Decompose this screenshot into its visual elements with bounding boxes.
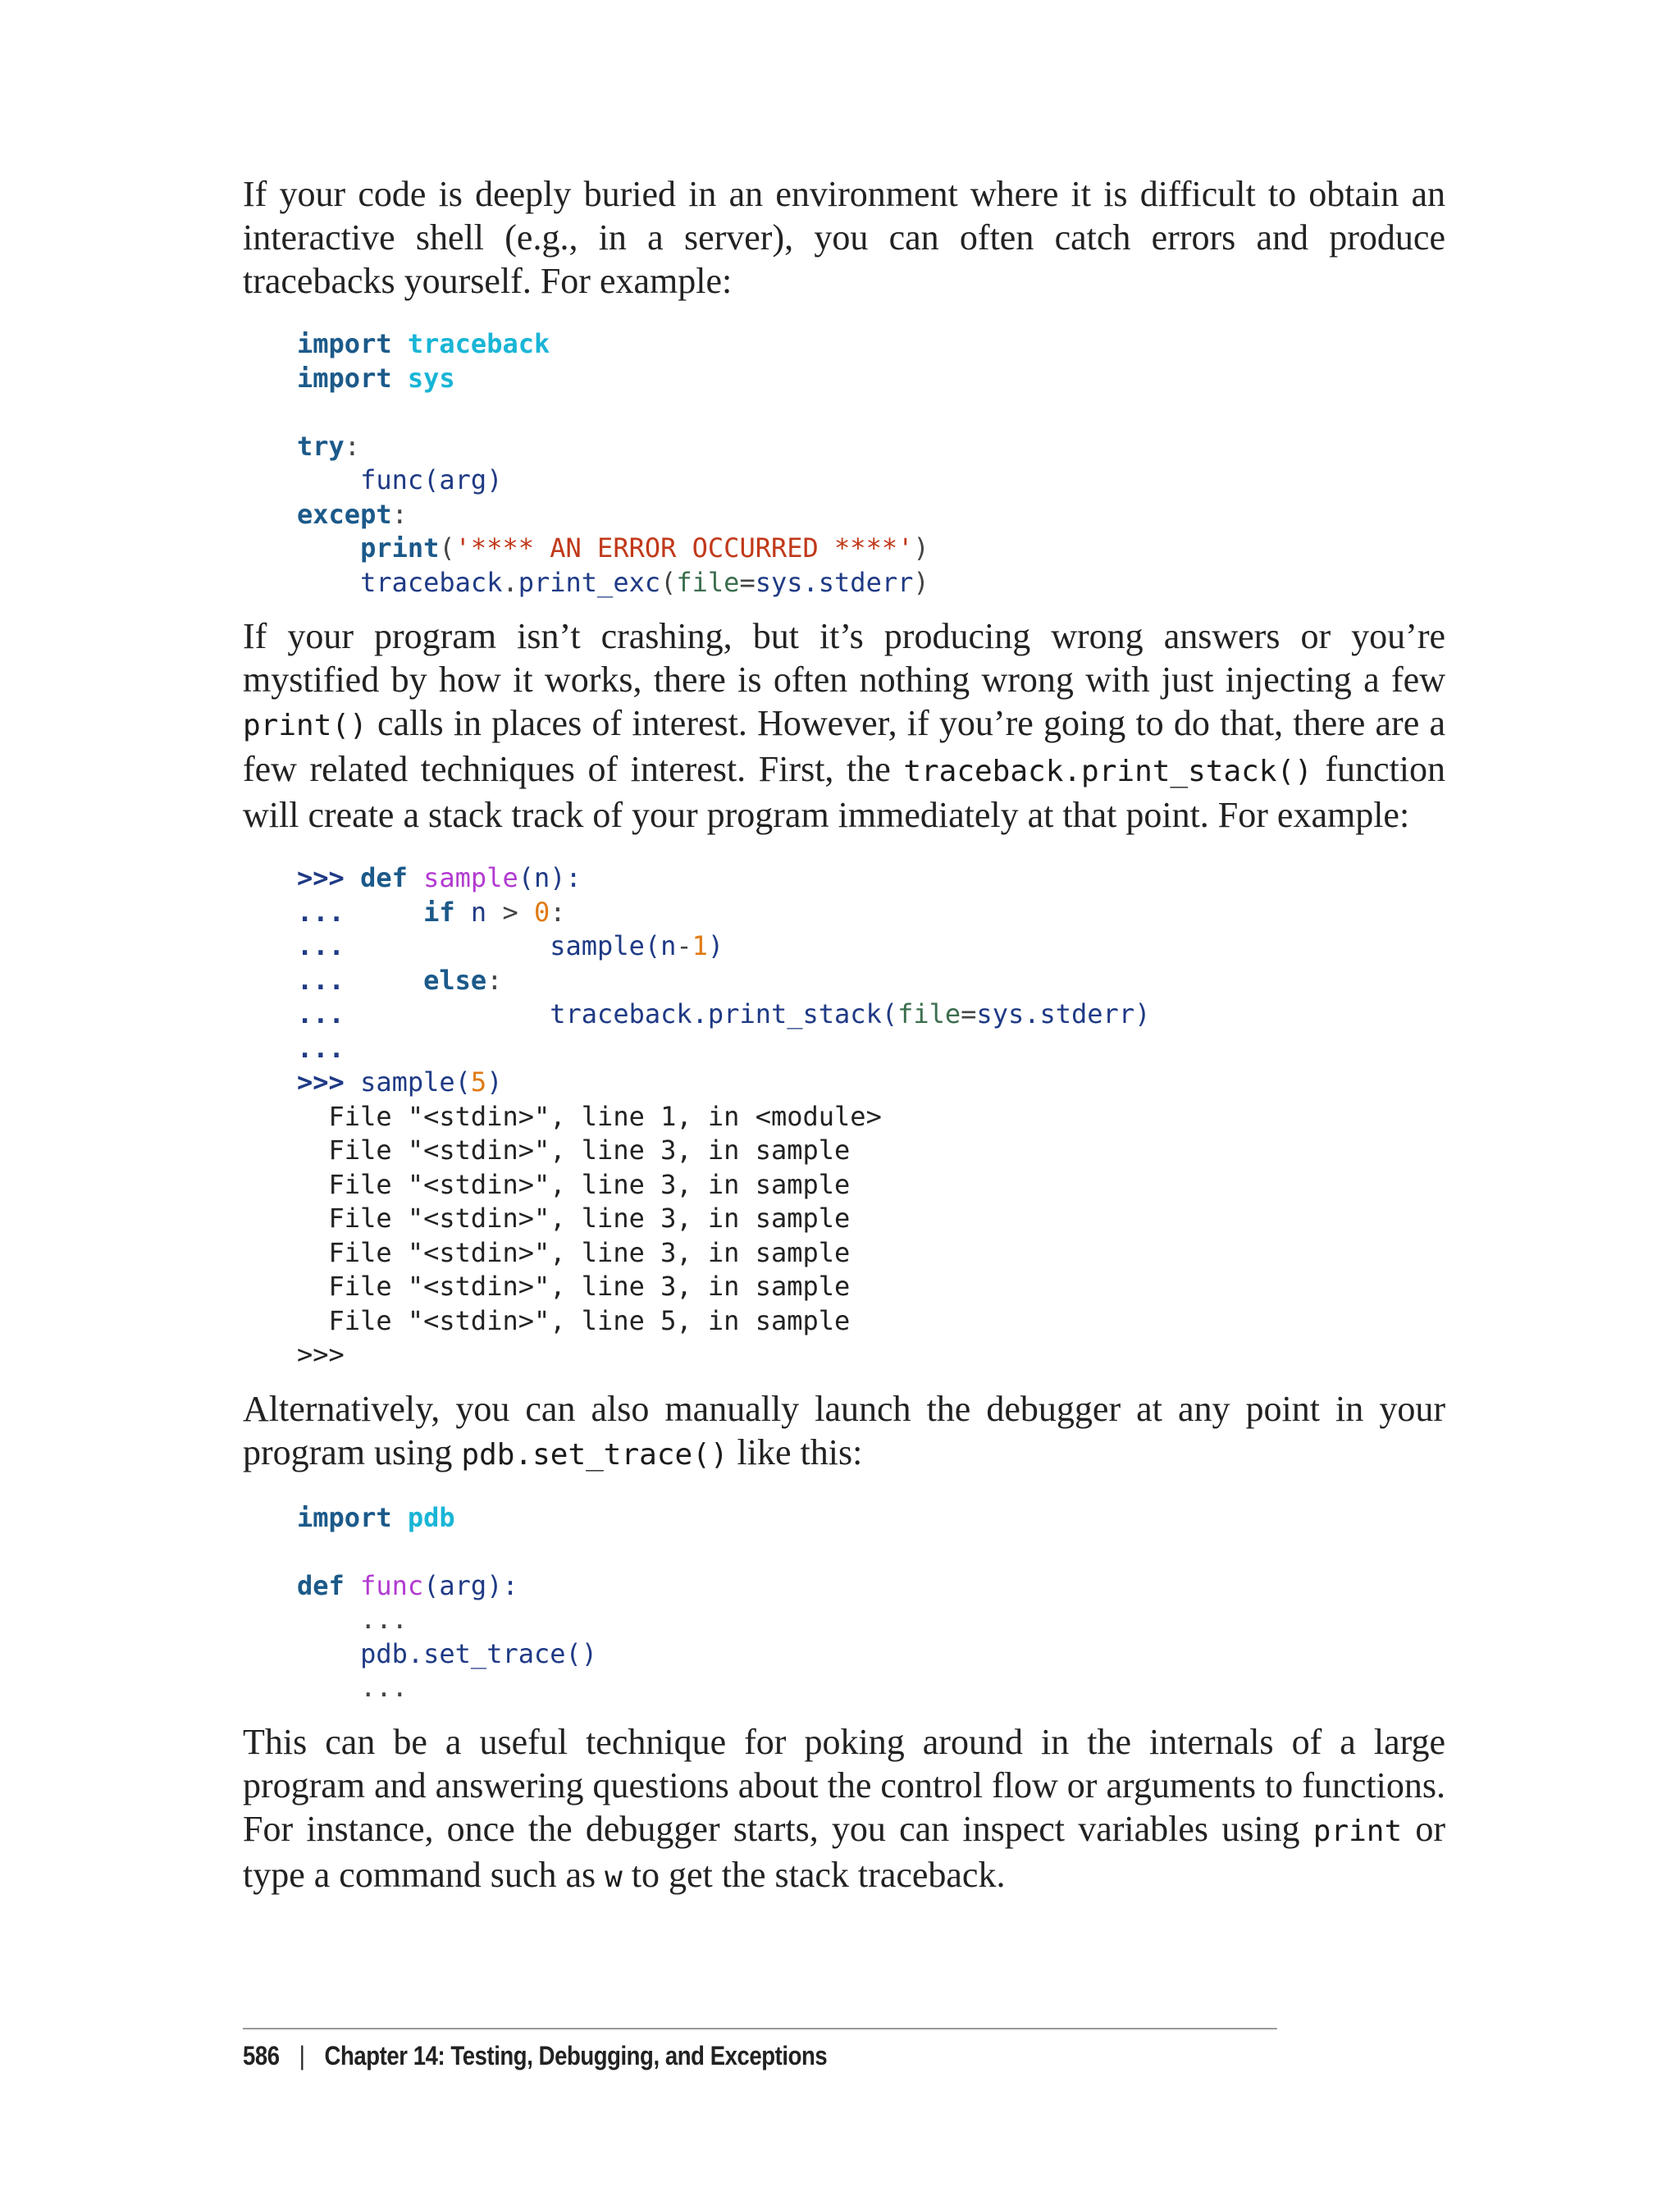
footer-separator: | — [299, 2041, 305, 2070]
repl-prompt: >>> — [297, 1066, 345, 1098]
inline-code: traceback.print_stack() — [903, 755, 1312, 788]
repl-prompt: ... — [297, 1032, 345, 1064]
chapter-title: Chapter 14: Testing, Debugging, and Exceptions — [324, 2041, 828, 2070]
code-kwarg: file — [676, 566, 740, 598]
text-run: Alternatively, you can also manually launch the debugger at any point in your program using — [243, 1388, 1445, 1472]
code-block-print-stack — [243, 861, 1445, 1372]
code-keyword: except — [297, 498, 392, 530]
repl-prompt: ... — [297, 896, 345, 928]
code-punct: = — [961, 998, 977, 1029]
repl-prompt: ... — [297, 930, 345, 961]
inline-code: print — [1312, 1814, 1403, 1848]
repl-prompt: >>> — [297, 862, 345, 893]
repl-output-line: File "<stdin>", line 3, in sample — [297, 1203, 851, 1234]
paragraph-intro: If your code is deeply buried in an environment where it is difficult to obtain an interactive shell (e.g., in a server), you can often catch errors and produce tracebacks yourself. For example: — [243, 174, 1445, 301]
code-object: traceback — [360, 566, 503, 598]
code-number: 1 — [692, 930, 708, 961]
code-function-name: func — [360, 1569, 424, 1601]
text-run: function will create a stack track of your program immediately at that point. For example: — [243, 749, 1445, 835]
paragraph-pdb — [243, 1387, 1445, 1477]
code-keyword: import — [297, 362, 392, 394]
page-footer — [243, 2028, 1277, 2071]
code-ellipsis: ... — [360, 1604, 408, 1635]
code-punct: ) — [707, 930, 724, 961]
code-operator: > — [502, 896, 518, 928]
page-content — [243, 172, 1445, 1899]
code-module: traceback — [407, 328, 550, 359]
repl-prompt: ... — [297, 998, 345, 1029]
repl-output-line: File "<stdin>", line 3, in sample — [297, 1271, 851, 1302]
code-keyword: def — [360, 862, 408, 893]
code-keyword: import — [297, 1501, 392, 1533]
text-run: calls in places of interest. However, if you’re going to do that, there are a few related techniques of interest. First, the — [243, 703, 1445, 789]
repl-prompt: >>> — [297, 1339, 345, 1370]
repl-output-line: File "<stdin>", line 3, in sample — [297, 1168, 851, 1200]
text-run: This can be a useful technique for poking around in the internals of a large program and answering questions about the control flow or arguments to functions. For instance, once the debugger starts, you can inspect variables using — [243, 1721, 1445, 1849]
code-punct: = — [739, 566, 756, 598]
code-call: sample( — [360, 1066, 471, 1098]
code-signature: (n): — [518, 862, 582, 893]
code-punct: ( — [439, 532, 455, 564]
code-function-name: sample — [423, 862, 518, 893]
paragraph-print-stack — [243, 614, 1445, 837]
code-punct: ( — [660, 566, 677, 598]
inline-code: print() — [243, 709, 368, 742]
code-punct: : — [344, 430, 361, 462]
code-keyword: if — [423, 896, 455, 928]
code-operator: - — [676, 930, 692, 961]
code-punct: ) — [486, 1066, 503, 1098]
code-keyword: try — [297, 430, 345, 462]
code-call: traceback.print_stack( — [550, 998, 898, 1029]
repl-output-line: File "<stdin>", line 1, in <module> — [297, 1100, 882, 1132]
code-punct: ) — [913, 532, 929, 564]
code-keyword: def — [297, 1569, 345, 1601]
repl-output-line: File "<stdin>", line 3, in sample — [297, 1236, 851, 1268]
code-method: print_exc — [518, 566, 661, 598]
text-run: If your program isn’t crashing, but it’s producing wrong answers or you’re mystified by how it works, there is often nothing wrong with just injecting a few — [243, 616, 1445, 700]
code-punct: ) — [913, 566, 929, 598]
code-call: pdb.set_trace() — [360, 1637, 598, 1669]
code-block-pdb — [243, 1501, 1445, 1705]
inline-code: w — [605, 1860, 623, 1894]
code-builtin: print — [360, 532, 440, 564]
code-module: sys — [407, 362, 455, 394]
code-punct: : — [486, 964, 503, 996]
code-keyword: import — [297, 328, 392, 359]
code-value: sys.stderr — [976, 998, 1135, 1029]
text-run: to get the stack traceback. — [622, 1854, 1006, 1895]
code-ellipsis: ... — [360, 1672, 408, 1703]
text-run: or type a command such as — [243, 1808, 1445, 1895]
inline-code: pdb.set_trace() — [461, 1437, 728, 1472]
code-kwarg: file — [897, 998, 961, 1029]
text-run: like this: — [728, 1431, 863, 1472]
code-call: func(arg) — [360, 464, 503, 495]
code-punct: ) — [1134, 998, 1151, 1029]
code-signature: (arg): — [423, 1569, 518, 1601]
page-number: 586 — [243, 2041, 280, 2070]
code-module: pdb — [407, 1501, 455, 1533]
repl-output-line: File "<stdin>", line 5, in sample — [297, 1304, 851, 1336]
code-string: '**** AN ERROR OCCURRED ****' — [454, 532, 914, 564]
repl-output-line: File "<stdin>", line 3, in sample — [297, 1134, 851, 1166]
code-number: 5 — [470, 1066, 487, 1098]
code-number: 0 — [533, 896, 550, 928]
code-punct: . — [502, 566, 518, 598]
code-variable: n — [470, 896, 487, 928]
code-punct: : — [391, 498, 408, 530]
code-call: sample(n — [550, 930, 677, 961]
repl-prompt: ... — [297, 964, 345, 996]
code-keyword: else — [423, 964, 487, 996]
code-value: sys.stderr — [755, 566, 914, 598]
code-punct: : — [550, 896, 566, 928]
paragraph-conclusion — [243, 1720, 1445, 1899]
code-block-traceback — [243, 327, 1445, 600]
